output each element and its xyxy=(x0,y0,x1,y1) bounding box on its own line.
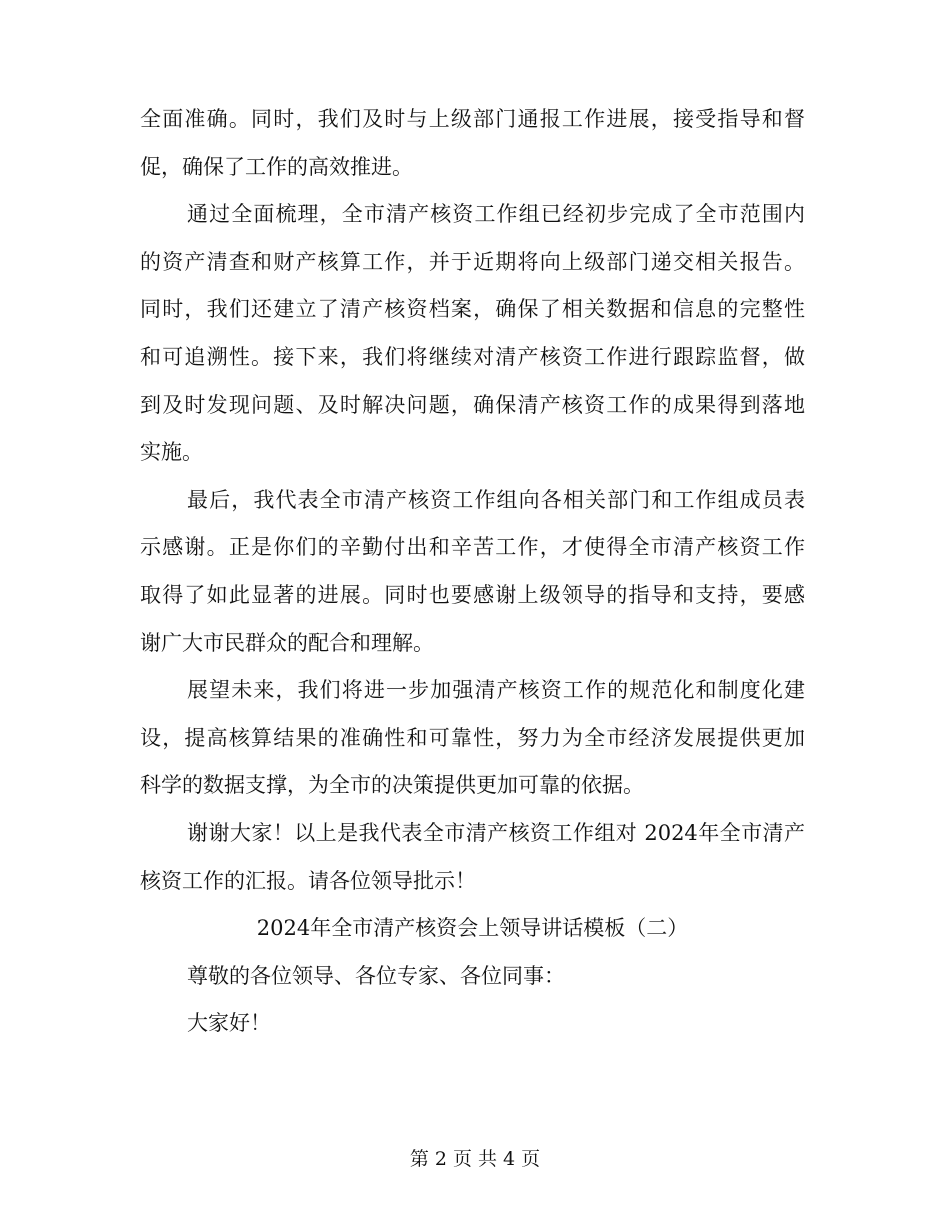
text-line: 同时，我们还建立了清产核资档案，确保了相关数据和信息的完整性 xyxy=(140,297,805,322)
document-body xyxy=(140,96,805,1048)
text-line: 示感谢。正是你们的辛勤付出和辛苦工作，才使得全市清产核资工作 xyxy=(140,535,805,560)
text-line: 核资工作的汇报。请各位领导批示！ xyxy=(140,868,476,893)
text-line: 促，确保了工作的高效推进。 xyxy=(140,154,413,179)
section-heading: 2024年全市清产核资会上领导讲话模板（二） xyxy=(256,916,689,941)
text-line: 全面准确。同时，我们及时与上级部门通报工作进展，接受指导和督 xyxy=(140,107,805,131)
text-line: 设，提高核算结果的准确性和可靠性，努力为全市经济发展提供更加 xyxy=(140,725,805,750)
page-number-footer: 第 2 页 共 4 页 xyxy=(409,1148,541,1170)
text-line: 和可追溯性。接下来，我们将继续对清产核资工作进行跟踪监督，做 xyxy=(140,344,805,369)
paragraph-start-line: 谢谢大家！以上是我代表全市清产核资工作组对 2024年全市清产 xyxy=(187,820,805,845)
text-line: 实施。 xyxy=(140,440,203,465)
text-line: 科学的数据支撑，为全市的决策提供更加可靠的依据。 xyxy=(140,773,644,798)
text-line: 谢广大市民群众的配合和理解。 xyxy=(140,630,434,655)
text-line: 到及时发现问题、及时解决问题，确保清产核资工作的成果得到落地 xyxy=(140,392,805,417)
greeting-line: 大家好！ xyxy=(187,1011,271,1036)
text-line: 的资产清查和财产核算工作，并于近期将向上级部门递交相关报告。 xyxy=(140,249,805,274)
paragraph-start-line: 最后，我代表全市清产核资工作组向各相关部门和工作组成员表 xyxy=(187,487,805,512)
salutation-line: 尊敬的各位领导、各位专家、各位同事： xyxy=(187,963,565,988)
paragraph-start-line: 通过全面梳理，全市清产核资工作组已经初步完成了全市范围内 xyxy=(187,202,805,227)
paragraph-start-line: 展望未来，我们将进一步加强清产核资工作的规范化和制度化建 xyxy=(187,678,805,703)
text-line: 取得了如此显著的进展。同时也要感谢上级领导的指导和支持，要感 xyxy=(140,582,805,607)
